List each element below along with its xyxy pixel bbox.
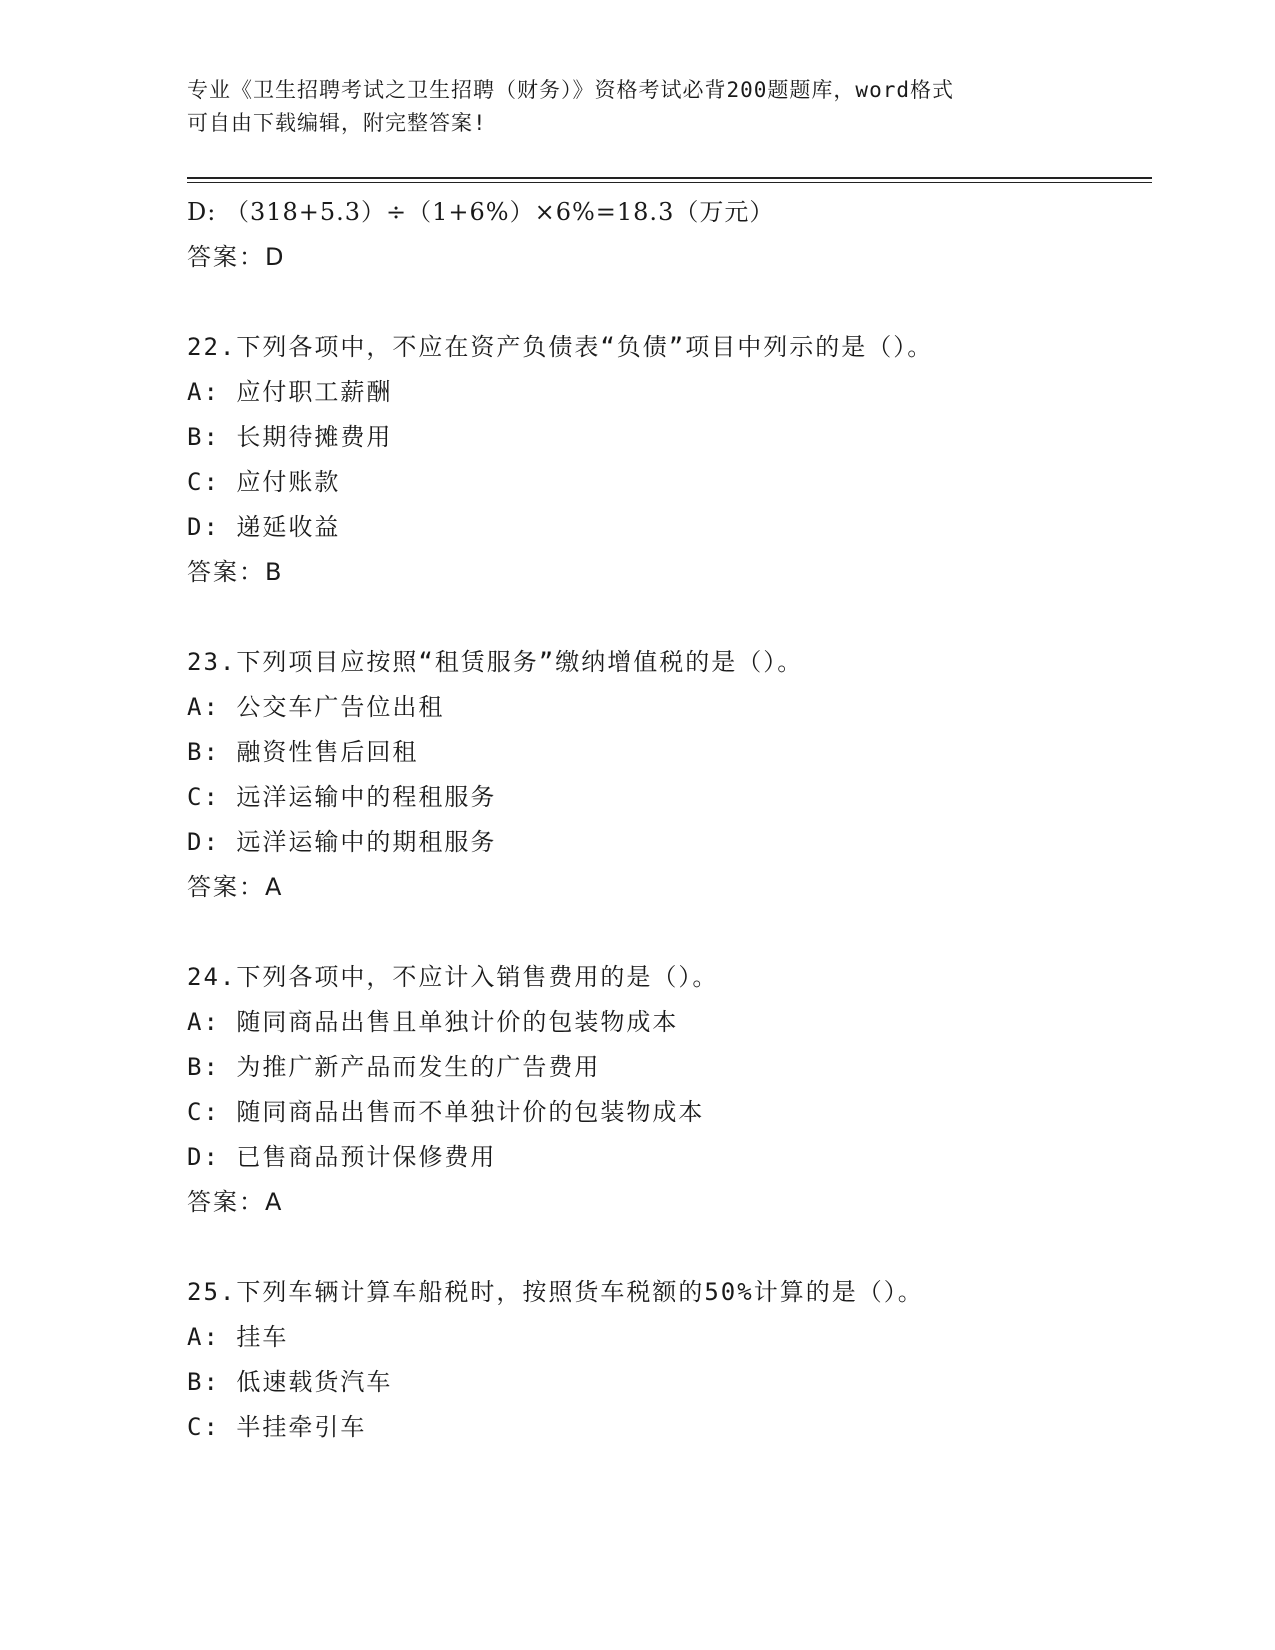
option-c: C: 半挂牵引车 bbox=[187, 1413, 367, 1441]
prev-question-option-d: D: （318+5.3）÷（1+6%）×6%=18.3（万元） bbox=[187, 198, 775, 226]
option-b: B: 融资性售后回租 bbox=[187, 738, 419, 766]
option-d: D: 远洋运输中的期租服务 bbox=[187, 828, 497, 856]
question-22 bbox=[187, 325, 1167, 595]
option-a: A: 公交车广告位出租 bbox=[187, 693, 445, 721]
document-header bbox=[187, 74, 1067, 140]
question-stem: 22.下列各项中，不应在资产负债表“负债”项目中列示的是（）。 bbox=[187, 333, 934, 361]
option-c: C: 随同商品出售而不单独计价的包装物成本 bbox=[187, 1098, 705, 1126]
question-answer: 答案：A bbox=[187, 873, 284, 901]
question-24 bbox=[187, 955, 1167, 1225]
option-b: B: 长期待摊费用 bbox=[187, 423, 393, 451]
header-divider-thin bbox=[187, 182, 1152, 183]
question-stem: 24.下列各项中，不应计入销售费用的是（）。 bbox=[187, 963, 719, 991]
option-a: A: 挂车 bbox=[187, 1323, 289, 1351]
option-b: B: 为推广新产品而发生的广告费用 bbox=[187, 1053, 601, 1081]
question-answer: 答案：A bbox=[187, 1188, 284, 1216]
question-stem: 25.下列车辆计算车船税时，按照货车税额的50%计算的是（）。 bbox=[187, 1278, 924, 1306]
spacer bbox=[187, 910, 1167, 955]
question-stem: 23.下列项目应按照“租赁服务”缴纳增值税的是（）。 bbox=[187, 648, 804, 676]
header-title-line-1: 专业《卫生招聘考试之卫生招聘（财务）》资格考试必背200题题库，word格式 bbox=[187, 78, 954, 102]
document-body bbox=[187, 190, 1167, 1450]
option-b: B: 低速载货汽车 bbox=[187, 1368, 393, 1396]
option-d: D: 已售商品预计保修费用 bbox=[187, 1143, 497, 1171]
spacer bbox=[187, 280, 1167, 325]
header-divider-thick bbox=[187, 177, 1152, 179]
question-25 bbox=[187, 1270, 1167, 1450]
question-23 bbox=[187, 640, 1167, 910]
question-answer: 答案：B bbox=[187, 558, 284, 586]
spacer bbox=[187, 1225, 1167, 1270]
header-title-line-2: 可自由下载编辑，附完整答案! bbox=[187, 111, 487, 135]
option-a: A: 随同商品出售且单独计价的包装物成本 bbox=[187, 1008, 679, 1036]
option-a: A: 应付职工薪酬 bbox=[187, 378, 393, 406]
option-c: C: 应付账款 bbox=[187, 468, 341, 496]
spacer bbox=[187, 595, 1167, 640]
option-d: D: 递延收益 bbox=[187, 513, 341, 541]
option-c: C: 远洋运输中的程租服务 bbox=[187, 783, 497, 811]
prev-question-answer: 答案：D bbox=[187, 243, 286, 271]
